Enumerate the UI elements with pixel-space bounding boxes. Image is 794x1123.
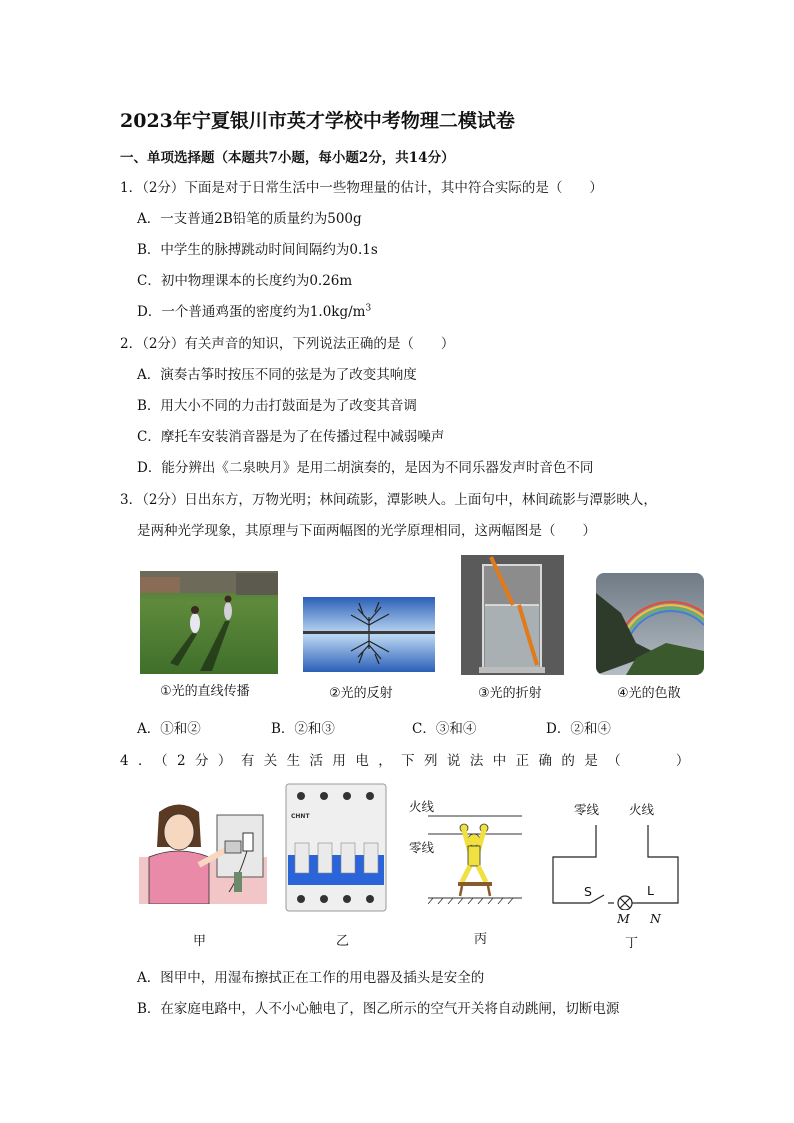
fig4-point-m-label: M	[617, 911, 630, 926]
fig3-live-wire-label: 火线	[409, 799, 435, 814]
question-3-stem-line1: 3．（2分）日出东方，万物光明；林间疏影，潭影映人。上面句中，林间疏影与潭影映人，	[120, 492, 657, 508]
breaker-brand-label: CHNT	[291, 813, 310, 820]
fig4-neutral-wire-label: 零线	[574, 802, 600, 817]
question-1-option-c: C．初中物理课本的长度约为0.26m	[137, 273, 353, 289]
illustration-air-circuit-breaker	[285, 783, 387, 912]
photo-tree-reflection	[303, 597, 435, 672]
question-4-option-a: A．图甲中，用湿布擦拭正在工作的用电器及插头是安全的	[137, 970, 485, 986]
illustration-person-on-stool	[428, 812, 522, 904]
question-2-option-c: C．摩托车安装消音器是为了在传播过程中减弱噪声	[137, 429, 445, 445]
question-3-option-a: A．①和②	[137, 721, 201, 737]
fig3-neutral-wire-label: 零线	[409, 840, 435, 855]
figure-caption-bing: 丙	[474, 932, 488, 947]
figure-caption-ding: 丁	[625, 936, 639, 951]
photo-pencil-in-water	[461, 555, 564, 675]
circuit-diagram	[550, 825, 682, 910]
fig4-point-n-label: N	[650, 911, 661, 926]
question-1-option-a: A．一支普通2B铅笔的质量约为500g	[137, 211, 362, 227]
question-4-stem: 4．（2分）有关生活用电，下列说法中正确的是（ ）	[120, 753, 699, 769]
photo-shadows-on-grass	[140, 571, 278, 674]
section-heading: 一、单项选择题（本题共7小题，每小题2分，共14分）	[120, 150, 455, 166]
figure-caption-4: ④光的色散	[617, 686, 681, 701]
question-3-stem-line2: 是两种光学现象，其原理与下面两幅图的光学原理相同，这两幅图是（ ）	[137, 523, 596, 539]
fig4-lamp-label: L	[647, 883, 654, 898]
question-3-option-d: D．②和④	[546, 721, 611, 737]
question-2-option-d: D．能分辨出《二泉映月》是用二胡演奏的，是因为不同乐器发声时音色不同	[137, 460, 594, 476]
question-1-option-b: B．中学生的脉搏跳动时间间隔约为0.1s	[137, 242, 378, 258]
illustration-wet-cloth-cleaning	[139, 797, 267, 904]
page-title: 2023年宁夏银川市英才学校中考物理二模试卷	[120, 110, 515, 132]
photo-rainbow	[596, 573, 704, 675]
question-1-option-d	[137, 300, 371, 320]
question-1-stem: 1．（2分）下面是对于日常生活中一些物理量的估计，其中符合实际的是（ ）	[120, 180, 603, 196]
figure-caption-yi: 乙	[336, 934, 350, 949]
question-2-option-a: A．演奏古筝时按压不同的弦是为了改变其响度	[137, 367, 417, 383]
figure-caption-2: ②光的反射	[329, 686, 393, 701]
question-3-option-b: B．②和③	[271, 721, 335, 737]
question-2-option-b: B．用大小不同的力击打鼓面是为了改变其音调	[137, 398, 417, 414]
question-3-option-c: C．③和④	[412, 721, 477, 737]
figure-caption-3: ③光的折射	[478, 686, 542, 701]
question-1-option-d-text: D．一个普通鸡蛋的密度约为1.0kg/m	[137, 304, 366, 320]
superscript: 3	[365, 303, 372, 314]
question-4-option-b: B．在家庭电路中，人不小心触电了，图乙所示的空气开关将自动跳闸，切断电源	[137, 1001, 620, 1017]
fig4-live-wire-label: 火线	[629, 802, 655, 817]
figure-caption-1: ①光的直线传播	[160, 684, 250, 699]
fig4-switch-label: S	[584, 884, 592, 899]
figure-caption-jia: 甲	[193, 934, 207, 949]
question-2-stem: 2．（2分）有关声音的知识，下列说法正确的是（ ）	[120, 336, 455, 352]
